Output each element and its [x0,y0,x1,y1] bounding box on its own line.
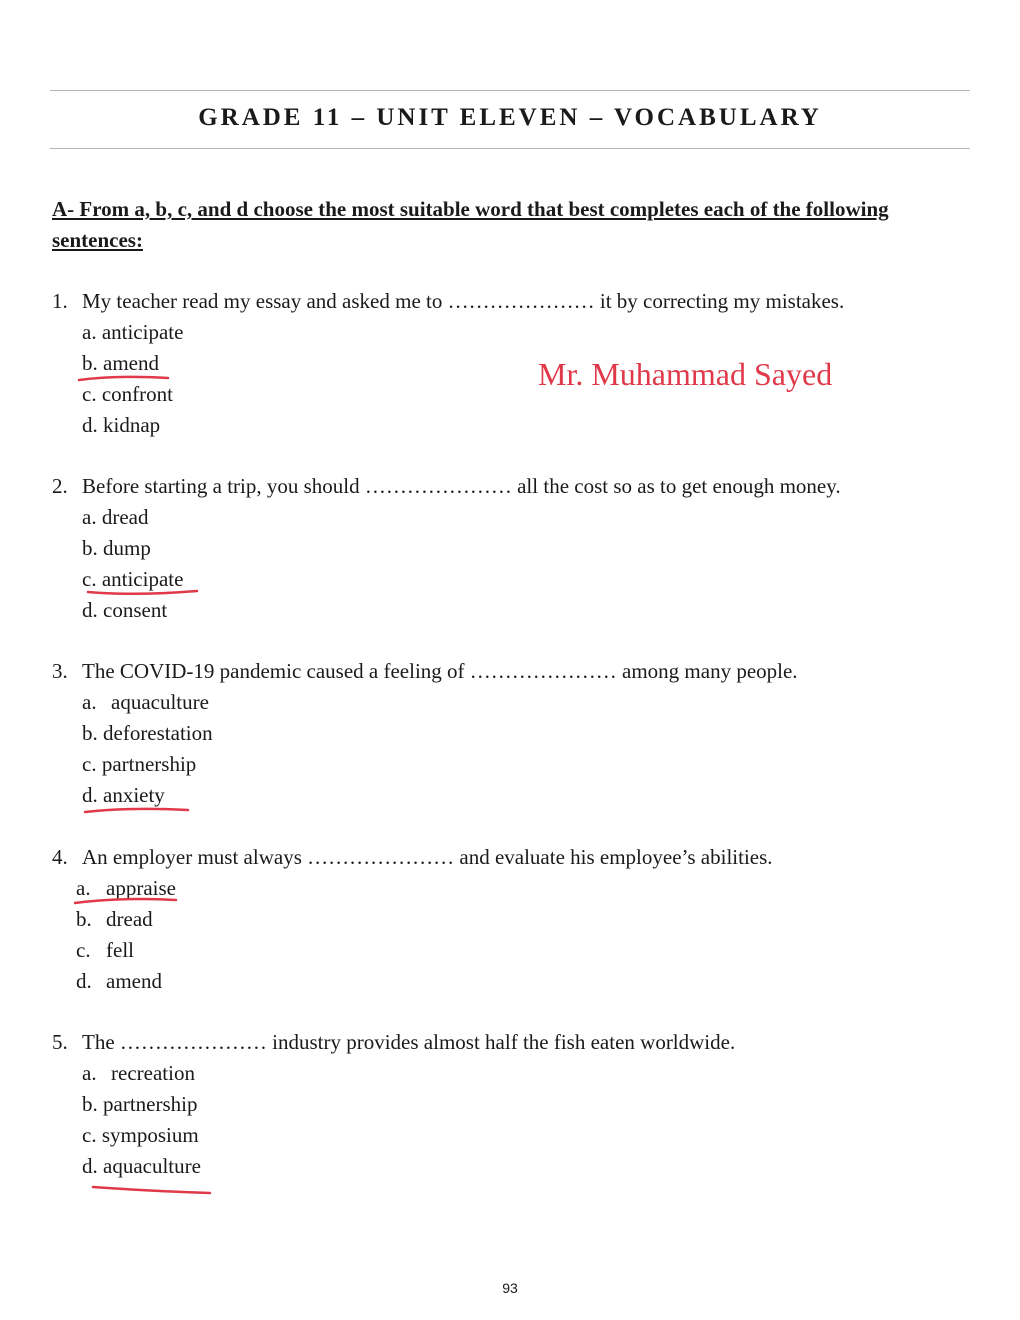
option-word: amend [106,969,162,993]
answer-underline-q4 [72,895,182,909]
option-b [76,904,982,935]
question-text: The COVID-19 pandemic caused a feeling of ………………… among many people. [82,659,798,683]
option-c: c. partnership [82,752,197,776]
option-b-marked: b. amend [82,351,159,375]
header-top-rule [50,90,970,91]
option-b: b. dump [82,536,151,560]
option-word: recreation [111,1061,195,1085]
question-stem [52,842,982,873]
teacher-signature: Mr. Muhammad Sayed [538,356,833,392]
question-1 [52,286,982,441]
option-a: a. dread [82,505,149,529]
option-b: b. deforestation [82,721,213,745]
header-bottom-rule [50,148,970,149]
option-d: d. kidnap [82,413,161,437]
instructions: A- From a, b, c, and d choose the most suitable word that best completes each of the following sentences: [52,197,889,252]
question-stem [52,471,982,502]
option-letter: b. [76,907,92,931]
question-number: 2. [52,474,68,498]
option-c: c. confront [82,382,173,406]
option-d: d. consent [82,598,168,622]
option-b: b. partnership [82,1092,198,1116]
option-c: c. symposium [82,1123,199,1147]
question-text: My teacher read my essay and asked me to ………………… it by correcting my mistakes. [82,289,845,313]
option-a: a. anticipate [82,320,184,344]
option-c-marked: c. anticipate [82,567,184,591]
question-number: 5. [52,1030,68,1054]
page-number: 93 [502,1280,518,1296]
option-letter: c. [76,938,91,962]
question-3 [52,656,982,811]
option-a-marked [76,873,982,904]
option-letter: d. [76,969,92,993]
option-word: aquaculture [111,690,209,714]
option-d-marked: d. aquaculture [82,1154,201,1178]
option-word: fell [106,938,134,962]
option-letter: a. [76,876,91,900]
question-4 [52,842,982,997]
answer-underline-q1 [76,372,176,386]
option-word: dread [106,907,153,931]
option-a [82,1058,982,1089]
page-title: GRADE 11 – UNIT ELEVEN – VOCABULARY [198,104,822,131]
question-number: 3. [52,659,68,683]
option-a [82,687,982,718]
question-number: 1. [52,289,68,313]
question-2 [52,471,982,626]
option-word: appraise [106,876,176,900]
option-c [76,935,982,966]
question-number: 4. [52,845,68,869]
option-d [76,966,982,997]
answer-underline-q2 [85,586,205,600]
question-text: An employer must always ………………… and evaluate his employee’s abilities. [82,845,773,869]
question-text: Before starting a trip, you should ………………… all the cost so as to get enough money. [82,474,841,498]
option-d-marked: d. anxiety [82,783,165,807]
question-stem [52,656,982,687]
option-letter: a. [82,1061,97,1085]
option-letter: a. [82,690,97,714]
answer-underline-q5 [90,1183,216,1199]
question-stem [52,1027,982,1058]
answer-underline-q3 [82,804,194,818]
question-stem [52,286,982,317]
question-5 [52,1027,982,1182]
question-text: The ………………… industry provides almost half the fish eaten worldwide. [82,1030,736,1054]
